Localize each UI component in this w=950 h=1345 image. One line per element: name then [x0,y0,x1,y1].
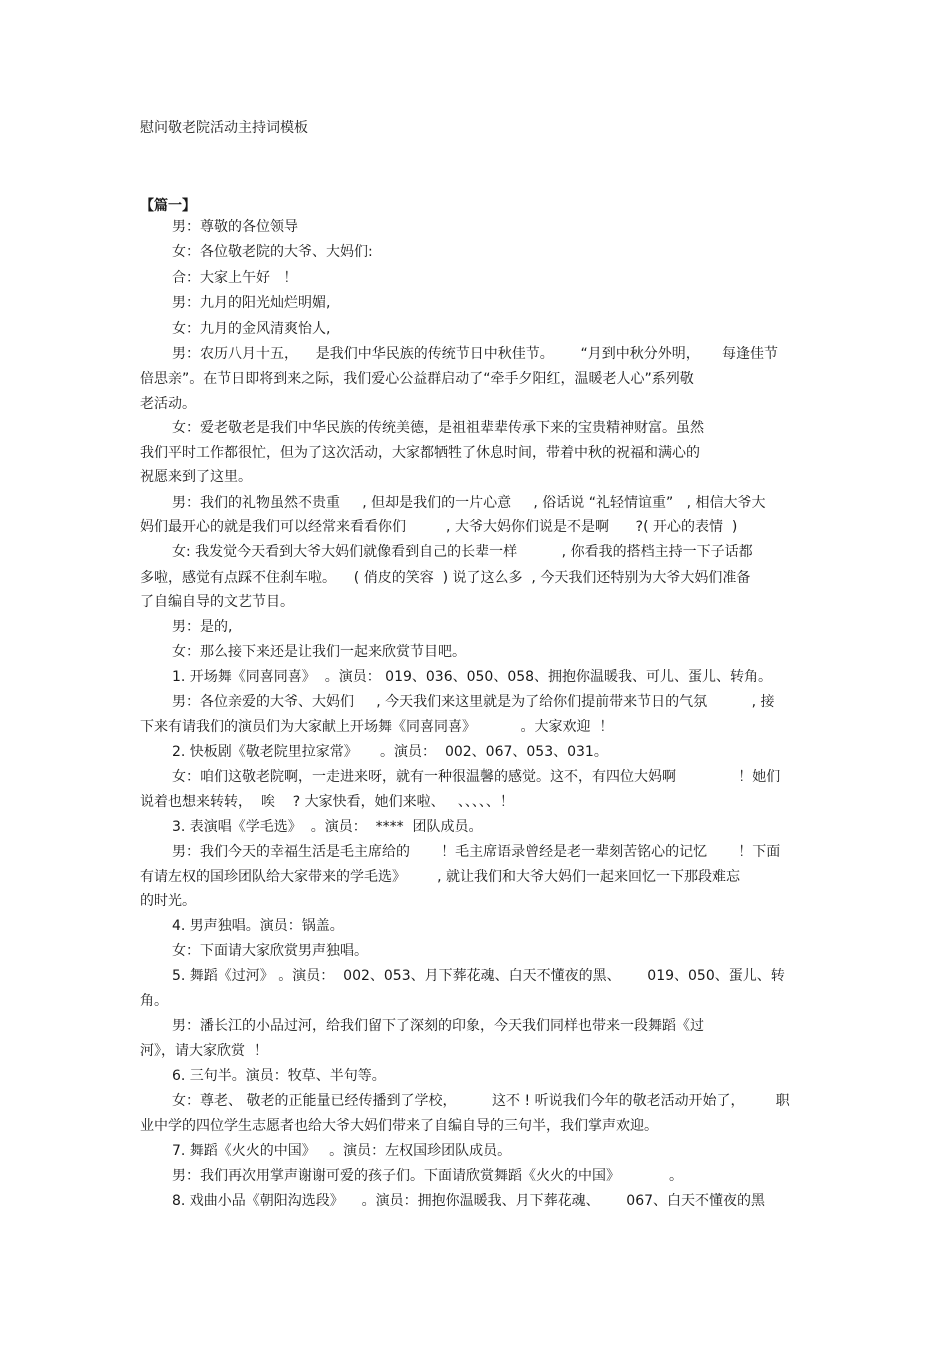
dialogue-line: 多啦，感觉有点踩不住刹车啦。 ( 俏皮的笑容 ) 说了这么多 , 今天我们还特别为大爷大妈们准备 [140,570,751,586]
program-item: 2. 快板剧《敬老院里拉家常》 。演员： 002、067、053、031。 [172,744,608,760]
dialogue-line: 男：我们再次用掌声谢谢可爱的孩子们。下面请欣赏舞蹈《火火的中国》 。 [172,1168,683,1184]
dialogue-line: 女：那么接下来还是让我们一起来欣赏节目吧。 [172,644,466,660]
dialogue-line: 女: 我发觉今天看到大爷大妈们就像看到自己的长辈一样 , 你看我的搭档主持一下子话都 [172,544,753,560]
program-item: 8. 戏曲小品《朝阳沟选段》 。演员：拥抱你温暖我、月下葬花魂、 067、白天不懂夜的黑 [172,1193,766,1209]
dialogue-line: 妈们最开心的就是我们可以经常来看看你们 , 大爷大妈你们说是不是啊 ?( 开心的表情 ) [140,519,738,535]
dialogue-line: 老活动。 [140,396,196,412]
document-title: 慰问敬老院活动主持词模板 [140,120,308,136]
dialogue-line: 男：我们今天的幸福生活是毛主席给的 ！毛主席语录曾经是老一辈刻苦铭心的记忆 ！下面 [172,844,781,860]
dialogue-line: 祝愿来到了这里。 [140,469,252,485]
program-item: 4. 男声独唱。演员：锅盖。 [172,918,344,934]
dialogue-line: 合：大家上午好 ！ [172,270,298,286]
dialogue-line: 倍思亲”。在节日即将到来之际，我们爱心公益群启动了“牵手夕阳红，温暖老人心”系列敬 [140,371,694,387]
program-item: 6. 三句半。演员：牧草、半句等。 [172,1068,386,1084]
program-item: 5. 舞蹈《过河》 。演员： 002、053、月下葬花魂、白天不懂夜的黑、 019、050、蛋儿、转 [172,968,785,984]
dialogue-line: 女：各位敬老院的大爷、大妈们: [172,244,373,260]
dialogue-line: 说着也想来转转， 唉 ? 大家快看，她们来啦、 、、、、、！ [140,794,514,810]
dialogue-line: 男：农历八月十五， 是我们中华民族的传统节日中秋佳节。 “月到中秋分外明， 每逢佳节 [172,346,779,362]
section-label: 【篇一】 [140,198,196,214]
dialogue-line: 男：是的, [172,619,233,635]
dialogue-line: 女：咱们这敬老院啊，一走进来呀，就有一种很温馨的感觉。这不，有四位大妈啊 ！她们 [172,769,781,785]
dialogue-line: 女：爱老敬老是我们中华民族的传统美德，是祖祖辈辈传承下来的宝贵精神财富。虽然 [172,420,704,436]
program-item: 7. 舞蹈《火火的中国》 。演员：左权国珍团队成员。 [172,1143,512,1159]
dialogue-line: 男：各位亲爱的大爷、大妈们 , 今天我们来这里就是为了给你们提前带来节日的气氛 , 接 [172,694,775,710]
dialogue-line: 男：尊敬的各位领导 [172,219,298,235]
dialogue-line: 河》，请大家欣赏 ！ [140,1043,268,1059]
program-item: 1. 开场舞《同喜同喜》 。演员： 019、036、050、058、拥抱你温暖我、可儿、蛋儿、转角。 [172,669,773,685]
dialogue-line: 女：尊老、 敬老的正能量已经传播到了学校， 这不 ! 听说我们今年的敬老活动开始了， 职 [172,1093,790,1109]
dialogue-line: 的时光。 [140,893,196,909]
dialogue-line: 角。 [140,993,168,1009]
dialogue-line: 业中学的四位学生志愿者也给大爷大妈们带来了自编自导的三句半，我们掌声欢迎。 [140,1118,658,1134]
dialogue-line: 了自编自导的文艺节目。 [140,594,294,610]
dialogue-line: 有请左权的国珍团队给大家带来的学毛选》 , 就让我们和大爷大妈们一起来回忆一下那段难忘 [140,869,741,885]
dialogue-line: 男：我们的礼物虽然不贵重 , 但却是我们的一片心意 , 俗话说 “礼轻情谊重” , 相信大爷大 [172,495,766,511]
dialogue-line: 女：下面请大家欣赏男声独唱。 [172,943,368,959]
dialogue-line: 女：九月的金风清爽怡人, [172,321,331,337]
dialogue-line: 下来有请我们的演员们为大家献上开场舞《同喜同喜》 。大家欢迎 ！ [140,719,614,735]
dialogue-line: 男：九月的阳光灿烂明媚, [172,295,331,311]
program-item: 3. 表演唱《学毛选》 。演员： **** 团队成员。 [172,819,483,835]
dialogue-line: 男：潘长江的小品过河，给我们留下了深刻的印象，今天我们同样也带来一段舞蹈《过 [172,1018,704,1034]
dialogue-line: 我们平时工作都很忙，但为了这次活动，大家都牺牲了休息时间，带着中秋的祝福和满心的 [140,445,700,461]
